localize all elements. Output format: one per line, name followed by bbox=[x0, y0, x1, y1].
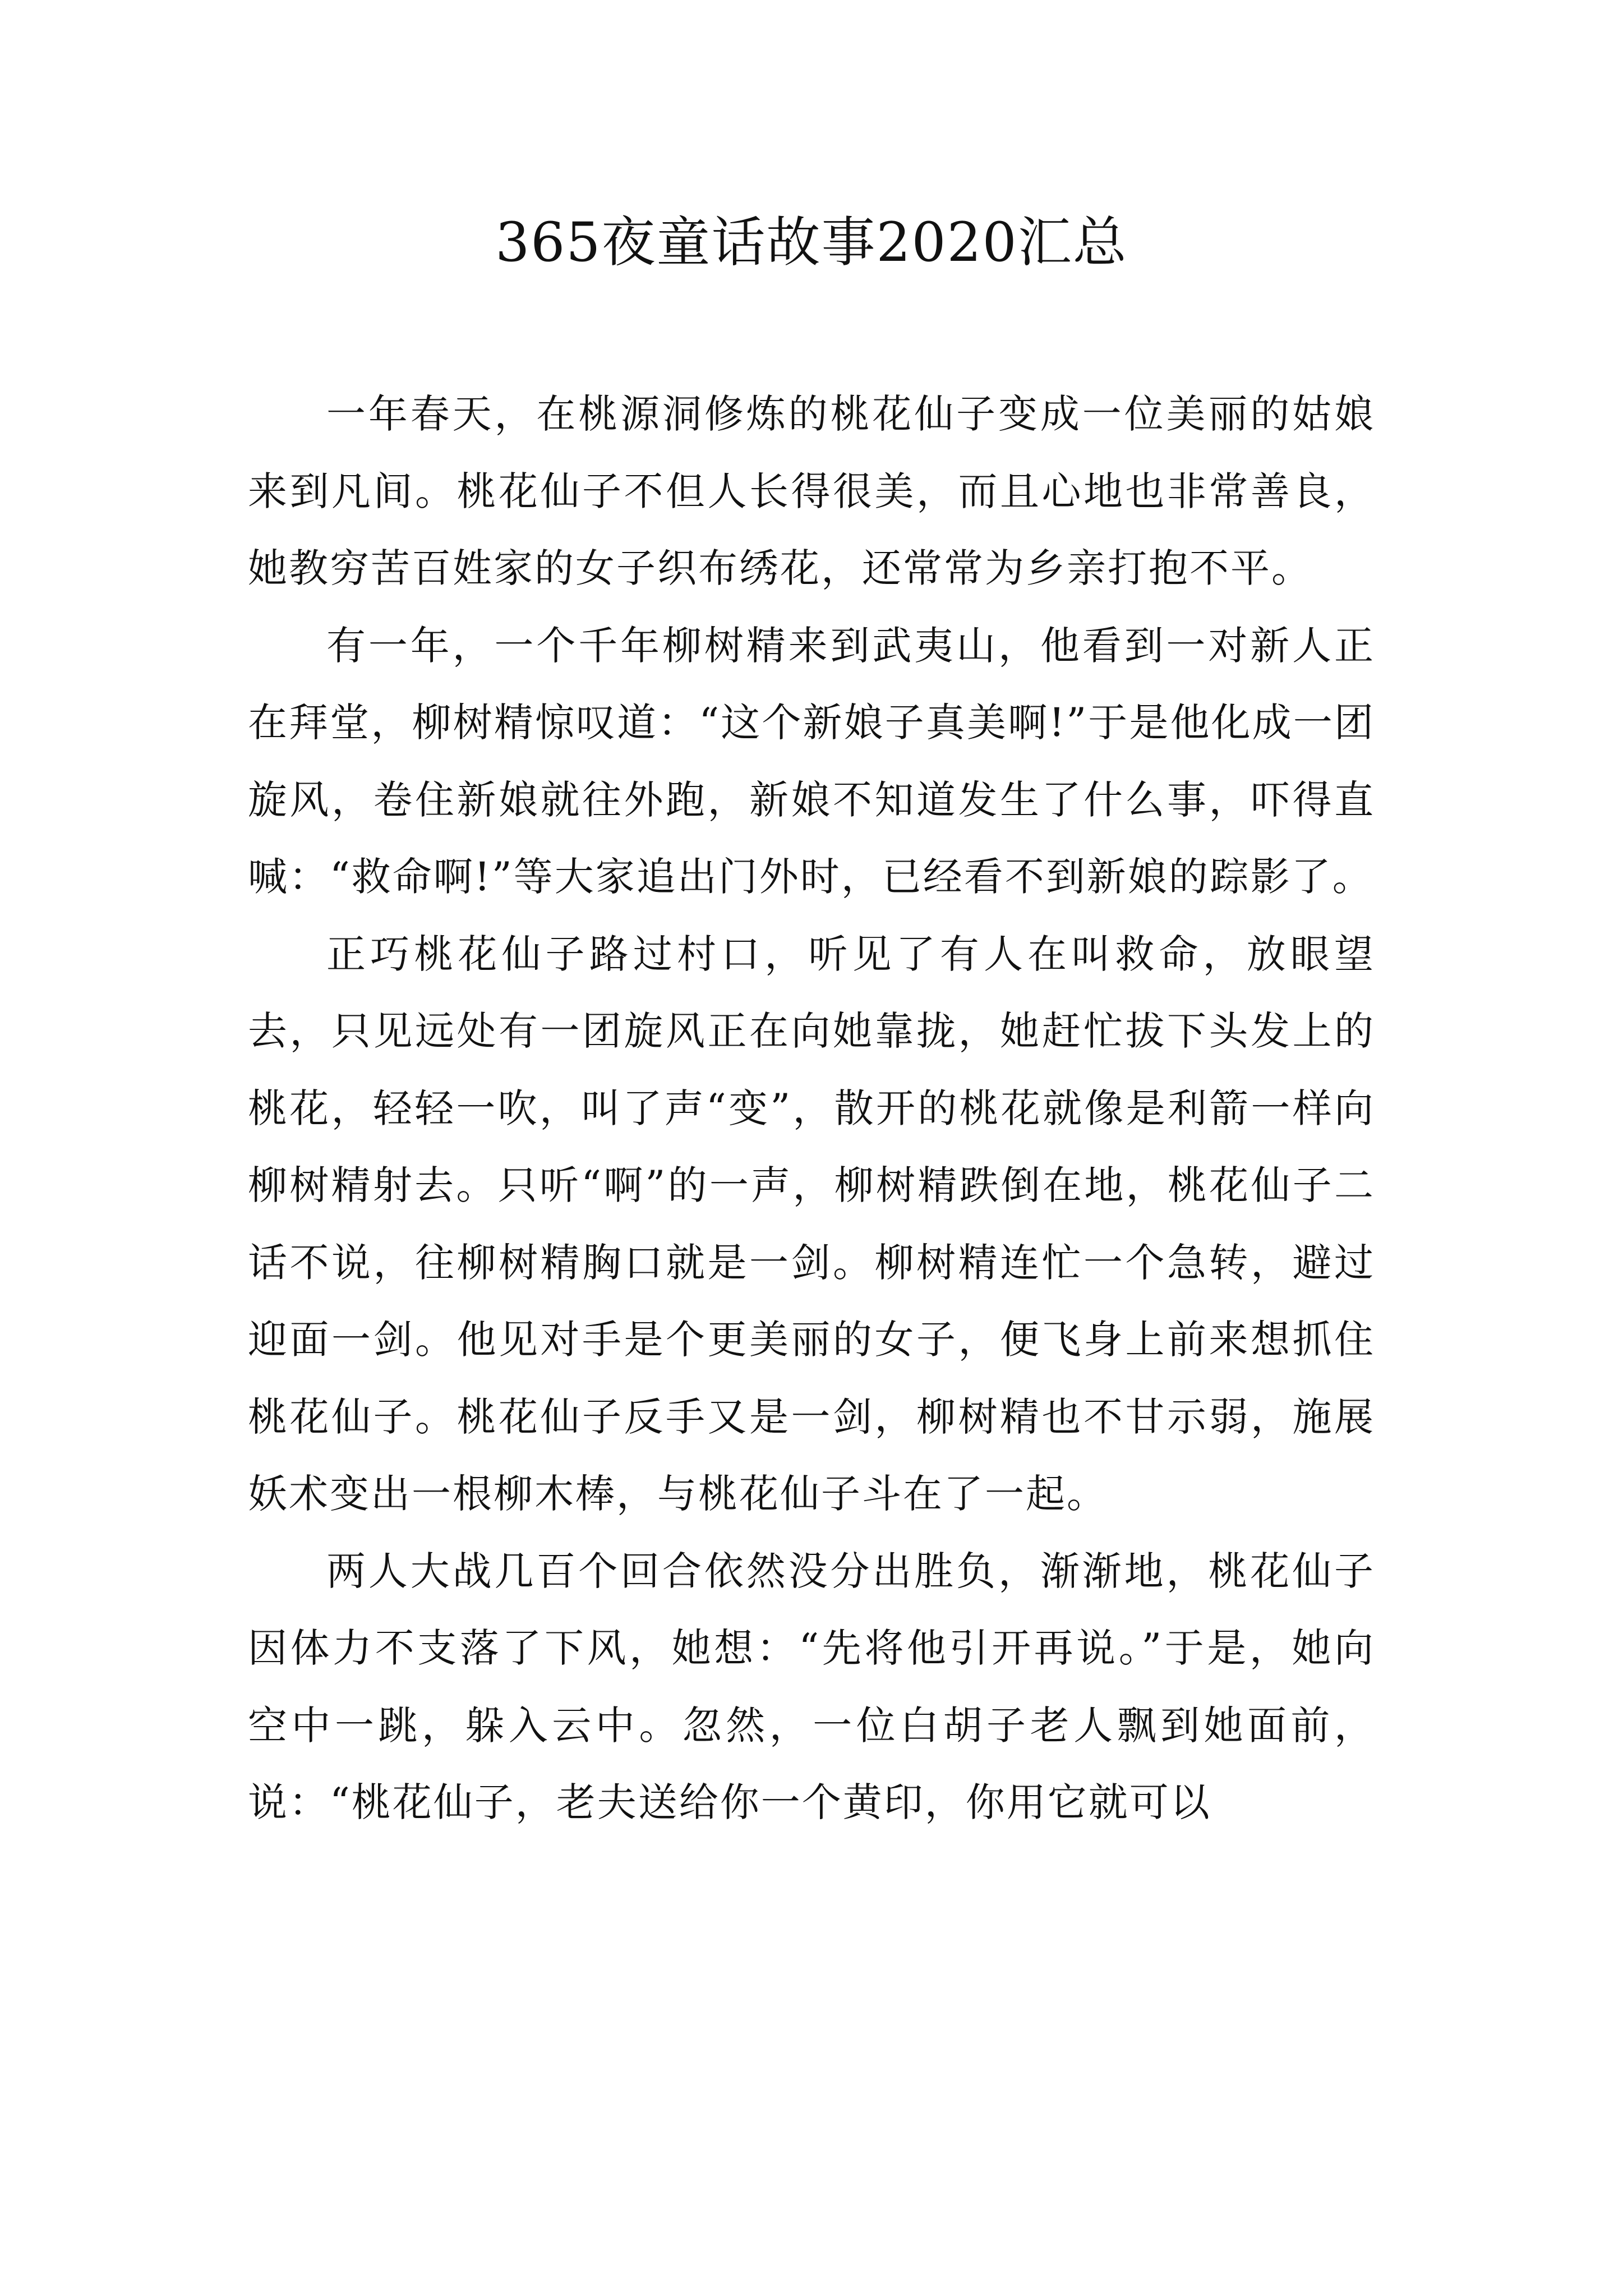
paragraph-3: 正巧桃花仙子路过村口，听见了有人在叫救命，放眼望去，只见远处有一团旋风正在向她靠拢，她赶忙拔下头发上的桃花，轻轻一吹，叫了声“变”，散开的桃花就像是利箭一样向柳树精射去。只听“啊”的一声，柳树精跌倒在地，桃花仙子二话不说，往柳树精胸口就是一剑。柳树精连忙一个急转，避过迎面一剑。他见对手是个更美丽的女子，便飞身上前来想抓住桃花仙子。桃花仙子反手又是一剑，柳树精也不甘示弱，施展妖术变出一根柳木棒，与桃花仙子斗在了一起。 bbox=[248, 931, 1375, 1517]
paragraph-2: 有一年，一个千年柳树精来到武夷山，他看到一对新人正在拜堂，柳树精惊叹道：“这个新娘子真美啊!”于是他化成一团旋风，卷住新娘就往外跑，新娘不知道发生了什么事，吓得直喊：“救命啊!”等大家追出门外时，已经看不到新娘的踪影了。 bbox=[248, 622, 1375, 900]
document-title: 365夜童话故事2020汇总 bbox=[495, 211, 1128, 274]
document-body bbox=[248, 376, 1375, 1842]
paragraph-4: 两人大战几百个回合依然没分出胜负，渐渐地，桃花仙子因体力不支落了下风，她想：“先将他引开再说。”于是，她向空中一跳，躲入云中。忽然，一位白胡子老人飘到她面前，说：“桃花仙子，老夫送给你一个黄印，你用它就可以 bbox=[248, 1548, 1375, 1825]
paragraph-1: 一年春天，在桃源洞修炼的桃花仙子变成一位美丽的姑娘来到凡间。桃花仙子不但人长得很美，而且心地也非常善良，她教穷苦百姓家的女子织布绣花，还常常为乡亲打抱不平。 bbox=[248, 391, 1375, 591]
